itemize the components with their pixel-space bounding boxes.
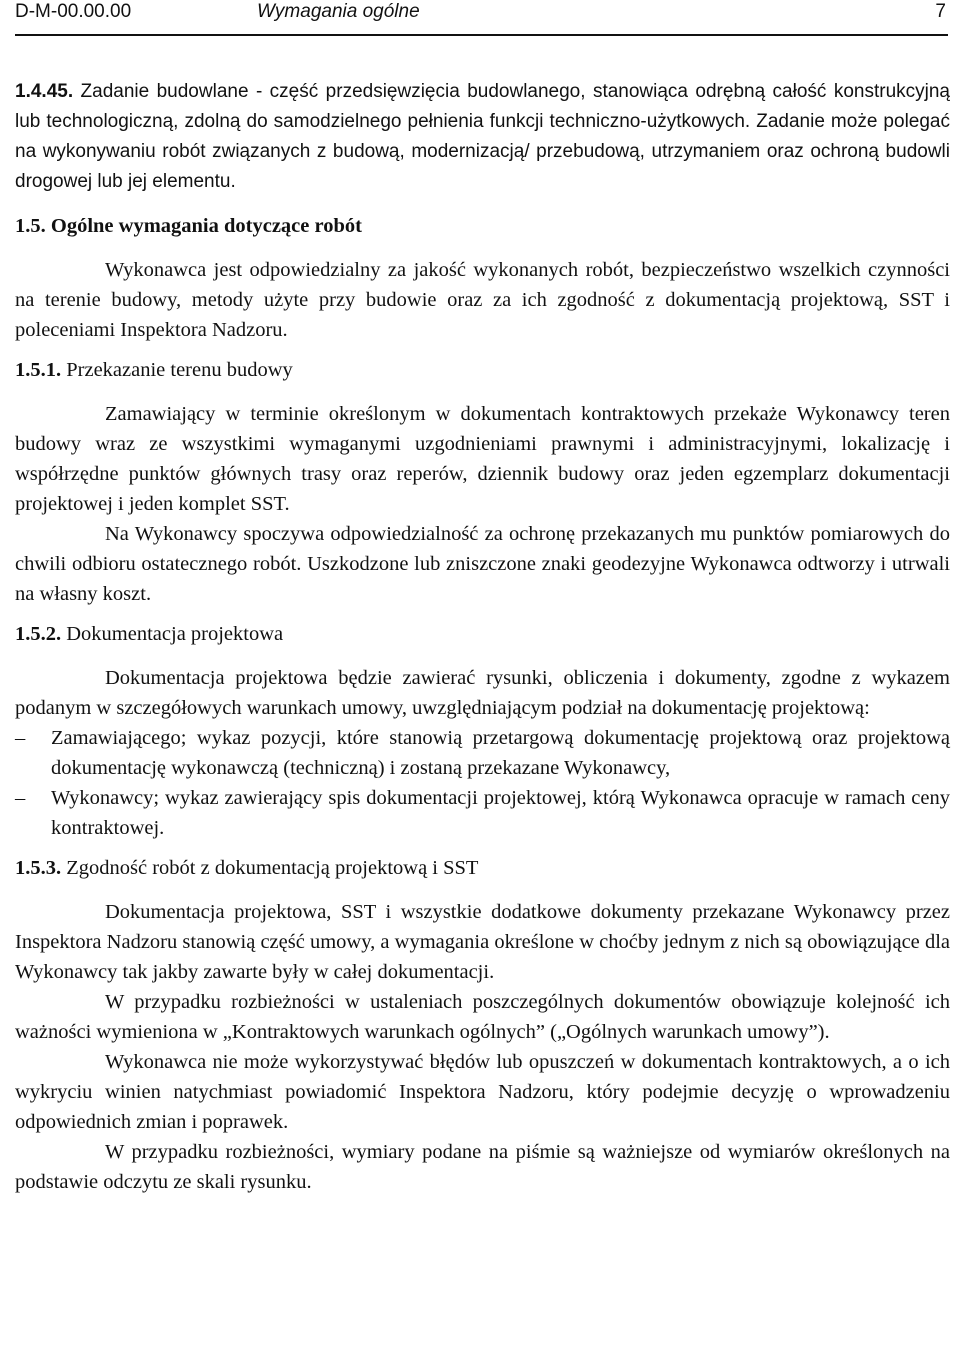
list-item-text: Wykonawcy; wykaz zawierający spis dokumentacji projektowej, którą Wykonawca opracuje w ramach ceny kontraktowej. [51, 787, 950, 839]
doc-title: Wymagania ogólne [257, 1, 420, 22]
list-item [15, 783, 950, 843]
dash-bullet: – [15, 787, 26, 809]
section-1-4-45 [15, 77, 950, 197]
section-heading-1-5-2 [15, 619, 950, 649]
list-item-text: Zamawiającego; wykaz pozycji, które stanowią przetargową dokumentację projektową oraz projektową dokumentację wykonawczą (techniczną) i zostaną przekazane Wykonawcy, [51, 727, 950, 779]
section-text: Zadanie budowlane - część przedsięwzięcia budowlanego, stanowiąca odrębną całość konstrukcyjną lub technologiczną, zdolną do samodzielnego pełnienia funkcji techniczno-użytkowych. Zadanie może polegać na wykonywaniu robót związanych z budową, modernizacją/ przebudową, utrzymaniem oraz ochroną budowli drogowej lub jej elementu. [15, 81, 950, 192]
spacer [15, 843, 950, 853]
page-number: 7 [935, 1, 946, 22]
section-heading-1-5-1 [15, 355, 950, 385]
spacer [15, 609, 950, 619]
section-heading-1-5 [15, 211, 950, 241]
paragraph: Dokumentacja projektowa, SST i wszystkie dodatkowe dokumenty przekazane Wykonawcy przez Inspektora Nadzoru stanowią część umowy, a wymagania określone w choćby jednym z nich są obowiązujące dla Wykonawcy tak jakby zawarte były w całej dokumentacji. [15, 901, 950, 983]
spacer [15, 883, 950, 897]
spacer [15, 345, 950, 355]
dash-bullet: – [15, 727, 26, 749]
document-body [15, 77, 950, 1197]
paragraph: Wykonawca jest odpowiedzialny za jakość wykonanych robót, bezpieczeństwo wszelkich czynności na terenie budowy, metody użyte przy budowie oraz za ich zgodność z dokumentacją projektową, SST i poleceniami Inspektora Nadzoru. [15, 259, 950, 341]
section-title: Zgodność robót z dokumentacją projektową i SST [66, 857, 479, 879]
spacer [15, 197, 950, 211]
header-rule [15, 34, 948, 36]
section-number: 1.5. [15, 215, 46, 237]
paragraph: W przypadku rozbieżności, wymiary podane na piśmie są ważniejsze od wymiarów określonych na podstawie odczytu ze skali rysunku. [15, 1141, 950, 1193]
paragraph: Zamawiający w terminie określonym w dokumentach kontraktowych przekaże Wykonawcy teren budowy wraz ze wszystkimi wymaganymi uzgodnieniami prawnymi i administracyjnymi, lokalizację i współrzędne punktów głównych trasy oraz reperów, dziennik budowy oraz jeden egzemplarz dokumentacji projektowej i jeden komplet SST. [15, 403, 950, 515]
spacer [15, 241, 950, 255]
section-title: Dokumentacja projektowa [66, 623, 284, 645]
section-number: 1.5.2. [15, 623, 62, 645]
paragraph: Dokumentacja projektowa będzie zawierać rysunki, obliczenia i dokumenty, zgodne z wykazem podanym w szczegółowych warunkach umowy, uwzględniającym podział na dokumentację projektową: [15, 667, 950, 719]
spacer [15, 649, 950, 663]
section-number: 1.4.45. [15, 81, 74, 102]
section-title: Ogólne wymagania dotyczące robót [50, 215, 362, 237]
section-heading-1-5-3 [15, 853, 950, 883]
section-number: 1.5.3. [15, 857, 62, 879]
paragraph: Na Wykonawcy spoczywa odpowiedzialność za ochronę przekazanych mu punktów pomiarowych do chwili odbioru ostatecznego robót. Uszkodzone lub zniszczone znaki geodezyjne Wykonawca odtworzy i utrwali na własny koszt. [15, 523, 950, 605]
doc-code: D-M-00.00.00 [15, 1, 132, 22]
section-number: 1.5.1. [15, 359, 62, 381]
paragraph: W przypadku rozbieżności w ustaleniach poszczególnych dokumentów obowiązuje kolejność ich ważności wymieniona w „Kontraktowych warunkach ogólnych” („Ogólnych warunkach umowy”). [15, 991, 950, 1043]
section-title: Przekazanie terenu budowy [66, 359, 293, 381]
spacer [15, 385, 950, 399]
list-item [15, 723, 950, 783]
page-header [15, 0, 948, 30]
documentation-list [15, 723, 950, 843]
paragraph: Wykonawca nie może wykorzystywać błędów lub opuszczeń w dokumentach kontraktowych, a o ich wykryciu winien natychmiast powiadomić Inspektora Nadzoru, który podejmie decyzję o wprowadzeniu odpowiednich zmian i poprawek. [15, 1051, 950, 1133]
